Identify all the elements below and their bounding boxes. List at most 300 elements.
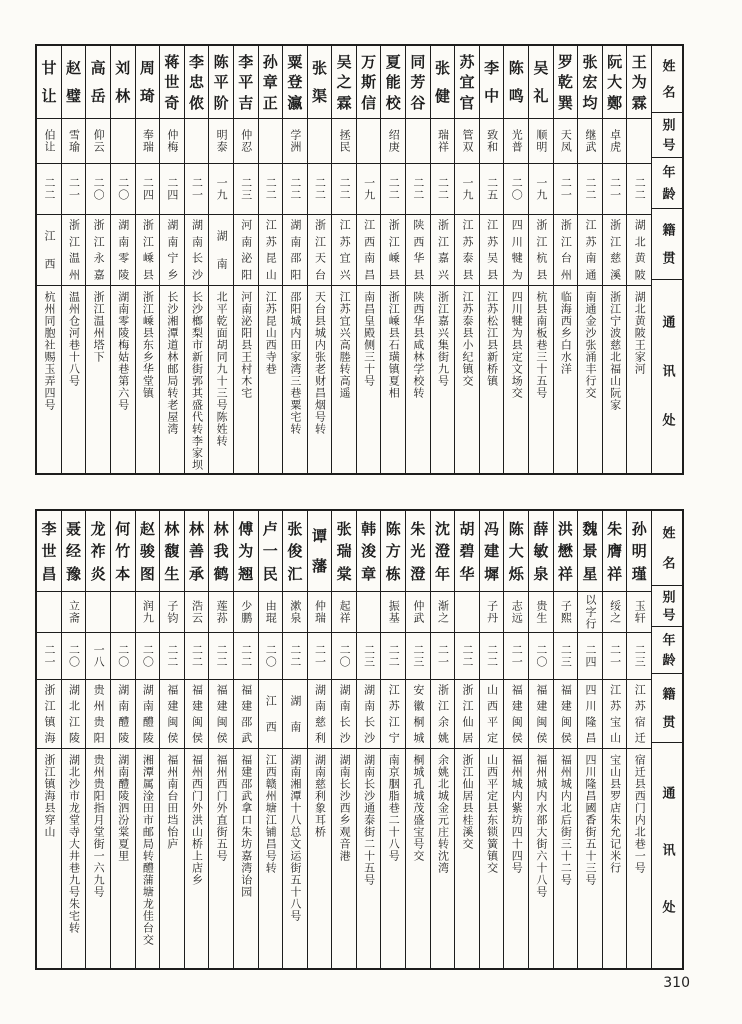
entry-alias	[455, 592, 479, 633]
entry-name: 阮 大 鄭	[603, 46, 627, 119]
entry-native: 湖 北 黄 陂	[627, 215, 651, 286]
entry-column	[331, 511, 356, 968]
entry-native: 浙 江 嵊 县	[136, 215, 160, 286]
header-native: 籍 贯	[652, 674, 682, 743]
entry-address: 湖南零陵梅姑巷第六号	[116, 291, 130, 411]
entry-name: 李 平 吉	[234, 46, 258, 119]
entry-native: 福 建 闽 侯	[185, 680, 209, 749]
entry-column	[380, 46, 405, 473]
entry-alias: 继武	[578, 119, 602, 164]
entry-native: 浙 江 台 州	[554, 215, 578, 286]
entry-native: 湖 南	[283, 680, 307, 749]
entry-address: 江苏昆山西寺巷	[264, 291, 278, 375]
entry-column	[528, 46, 553, 473]
entry-alias: 仲武	[406, 592, 430, 633]
entry-column	[37, 511, 61, 968]
entry-native: 福 建 邵 武	[234, 680, 258, 749]
entry-native: 浙 江 余 姚	[431, 680, 455, 749]
entry-native: 四 川 隆 昌	[578, 680, 602, 749]
entry-alias	[357, 592, 381, 633]
entry-name: 苏 宜 官	[455, 46, 479, 119]
entry-alias: 绥之	[603, 592, 627, 633]
entry-name: 夏 能 校	[381, 46, 405, 119]
entry-native: 河 南 泌 阳	[234, 215, 258, 286]
entry-column	[380, 511, 405, 968]
entry-alias: 仲梅	[160, 119, 184, 164]
entry-column	[233, 511, 258, 968]
entry-column	[282, 511, 307, 968]
entry-age: 二四	[578, 633, 602, 680]
entry-column	[479, 511, 504, 968]
entry-column	[553, 46, 578, 473]
entry-native: 四 川 犍 为	[504, 215, 528, 286]
entry-column	[503, 46, 528, 473]
entry-alias: 润九	[136, 592, 160, 633]
header-column	[651, 46, 682, 473]
entry-column	[258, 46, 283, 473]
header-address: 通 讯 处	[659, 315, 675, 427]
entry-column	[85, 46, 110, 473]
entry-age: 二〇	[62, 633, 86, 680]
entry-column	[233, 46, 258, 473]
entry-alias: 立斋	[62, 592, 86, 633]
entry-age: 二五	[480, 164, 504, 215]
entry-age: 二四	[136, 164, 160, 215]
entry-age: 二一	[554, 164, 578, 215]
entry-name: 陈 大 烁	[504, 511, 528, 592]
entry-native: 湖 北 江 陵	[62, 680, 86, 749]
entry-name: 谭 藩	[308, 511, 332, 592]
entry-name: 粟 登 瀛	[283, 46, 307, 119]
entry-age: 二一	[431, 633, 455, 680]
entry-column	[159, 46, 184, 473]
entry-name: 蒋 世 奇	[160, 46, 184, 119]
entry-address: 河南泌阳县王村木宅	[239, 291, 253, 399]
entry-alias: 志远	[504, 592, 528, 633]
entry-alias: 顺明	[529, 119, 553, 164]
entry-age: 二〇	[504, 164, 528, 215]
entry-native: 湖 南 长 沙	[332, 680, 356, 749]
entry-age: 二二	[37, 164, 61, 215]
entry-alias	[308, 119, 332, 164]
entry-age: 二二	[209, 633, 233, 680]
entry-age: 二一	[603, 164, 627, 215]
entry-column	[184, 46, 209, 473]
entry-native: 湖 南 邵 阳	[283, 215, 307, 286]
entry-column	[61, 46, 86, 473]
entry-address: 余姚北城金元庄转沈湾	[436, 754, 450, 874]
entry-native: 湖 南 醴 陵	[111, 680, 135, 749]
entry-name: 吴 礼	[529, 46, 553, 119]
entry-address: 福州西门外洪山桥上店乡	[190, 754, 204, 886]
entry-column	[602, 511, 627, 968]
entry-age: 二二	[283, 633, 307, 680]
entry-age: 二二	[259, 164, 283, 215]
entry-column	[454, 511, 479, 968]
entry-address: 宝山县罗店朱允记米行	[608, 754, 622, 874]
header-name: 姓 名	[652, 46, 682, 113]
entry-age: 二二	[480, 633, 504, 680]
entry-column	[602, 46, 627, 473]
entry-age: 二二	[381, 633, 405, 680]
entry-address: 天台县城内张老财昌烟号转	[313, 291, 327, 435]
entry-address: 福建邵武拿口朱坊嘉湾诒园	[239, 754, 253, 898]
entry-alias: 以字行	[578, 592, 602, 633]
entry-name: 孙 明 瑾	[627, 511, 651, 592]
entry-name: 王 为 霖	[627, 46, 651, 119]
entry-alias: 拯民	[332, 119, 356, 164]
entry-address: 贵州贵阳指月堂街一六九号	[92, 754, 106, 898]
entry-name: 林 我 鹤	[209, 511, 233, 592]
entry-column	[430, 46, 455, 473]
entry-column	[577, 511, 602, 968]
entry-native: 浙 江 温 州	[62, 215, 86, 286]
entry-name: 韩 浚 章	[357, 511, 381, 592]
entry-native: 江 苏 宿 迁	[627, 680, 651, 749]
entry-alias: 子丹	[480, 592, 504, 633]
entry-name: 周 琦	[136, 46, 160, 119]
entry-alias: 仰云	[86, 119, 110, 164]
header-alias: 别 号	[652, 113, 682, 158]
entry-column	[110, 46, 135, 473]
entry-address: 福州南台田垱怡庐	[165, 754, 179, 850]
entry-column	[356, 511, 381, 968]
entry-native: 安 徽 桐 城	[406, 680, 430, 749]
entry-address: 浙江嘉兴集街九号	[436, 291, 450, 387]
header-native: 籍 贯	[652, 209, 682, 280]
entry-age: 二一	[504, 633, 528, 680]
entry-alias	[86, 592, 110, 633]
entry-address: 湖北黄陂王家河	[633, 291, 647, 375]
entry-native: 江 西	[37, 215, 61, 286]
entry-name: 吴 之 霖	[332, 46, 356, 119]
entry-name: 洪 懋 祥	[554, 511, 578, 592]
entry-address: 桐城孔城茂盛宝号交	[411, 754, 425, 862]
entry-address: 南京胭脂巷二十八号	[387, 754, 401, 862]
entry-column	[503, 511, 528, 968]
entry-name: 陈 平 阶	[209, 46, 233, 119]
entry-name: 张 渠	[308, 46, 332, 119]
entry-age: 一九	[529, 164, 553, 215]
entry-name: 陈 鸣	[504, 46, 528, 119]
entry-column	[553, 511, 578, 968]
entry-native: 福 建 闽 侯	[504, 680, 528, 749]
entry-name: 孙 章 正	[259, 46, 283, 119]
entry-name: 傅 为 翘	[234, 511, 258, 592]
entry-native: 江 苏 昆 山	[259, 215, 283, 286]
entry-alias: 起祥	[332, 592, 356, 633]
entry-alias	[185, 119, 209, 164]
entry-age: 二三	[357, 633, 381, 680]
entry-age: 二〇	[111, 164, 135, 215]
entry-age: 二〇	[86, 164, 110, 215]
header-name: 姓 名	[652, 511, 682, 586]
entry-name: 何 竹 本	[111, 511, 135, 592]
entry-native: 湖 南 宁 乡	[160, 215, 184, 286]
entry-address: 浙江温州塔下	[92, 291, 106, 363]
entry-address: 江苏宜兴高塍转高遥	[338, 291, 352, 399]
entry-column	[208, 511, 233, 968]
header-age: 年 龄	[652, 158, 682, 209]
entry-native: 浙 江 天 台	[308, 215, 332, 286]
entry-native: 山 西 平 定	[480, 680, 504, 749]
entry-native: 浙 江 杭 县	[529, 215, 553, 286]
entry-age: 二三	[554, 633, 578, 680]
entry-name: 薛 敏 泉	[529, 511, 553, 592]
entry-name: 刘 林	[111, 46, 135, 119]
entry-alias: 管双	[455, 119, 479, 164]
entry-name: 李 世 昌	[37, 511, 61, 592]
entry-address: 杭县南板巷三十五号	[534, 291, 548, 399]
entry-alias: 莲荪	[209, 592, 233, 633]
entry-alias: 漱泉	[283, 592, 307, 633]
entry-age: 二〇	[259, 633, 283, 680]
entry-alias: 子熙	[554, 592, 578, 633]
entry-alias: 子钧	[160, 592, 184, 633]
entry-address: 临海西乡白水洋	[559, 291, 573, 375]
entry-alias	[406, 119, 430, 164]
entry-name: 赵 骏 图	[136, 511, 160, 592]
register-table-top	[35, 44, 684, 475]
entry-column	[626, 46, 651, 473]
entry-age: 二二	[627, 164, 651, 215]
entry-age: 一八	[86, 633, 110, 680]
entry-age: 二二	[406, 164, 430, 215]
entry-name: 陈 方 栋	[381, 511, 405, 592]
entry-age: 二一	[37, 633, 61, 680]
entry-column	[405, 511, 430, 968]
entry-name: 沈 澄 年	[431, 511, 455, 592]
entry-name: 卢 一 民	[259, 511, 283, 592]
entry-column	[110, 511, 135, 968]
entry-column	[430, 511, 455, 968]
entry-age: 二一	[603, 633, 627, 680]
entry-native: 浙 江 永 嘉	[86, 215, 110, 286]
entry-alias: 少鹏	[234, 592, 258, 633]
entry-address: 陕西华县咸林学校转	[411, 291, 425, 399]
entry-address: 湖南湘潭十八总文运街五十八号	[288, 754, 302, 922]
entry-address: 湖南醴陵泗汾棠夏里	[116, 754, 130, 862]
entry-address: 湖南长沙西乡观音港	[338, 754, 352, 862]
entry-address: 邵阳城内田家湾三巷粟宅转	[288, 291, 302, 435]
entry-native: 福 建 闽 侯	[209, 680, 233, 749]
entry-name: 罗 乾 巽	[554, 46, 578, 119]
entry-native: 江 苏 南 通	[578, 215, 602, 286]
entry-native: 江 苏 吴 县	[480, 215, 504, 286]
entry-age: 二四	[160, 164, 184, 215]
entry-column	[577, 46, 602, 473]
entry-native: 江 苏 泰 县	[455, 215, 479, 286]
entry-name: 冯 建 墀	[480, 511, 504, 592]
entry-column	[282, 46, 307, 473]
entry-age: 一九	[357, 164, 381, 215]
entry-native: 江 西	[259, 680, 283, 749]
entry-native: 湖 南 慈 利	[308, 680, 332, 749]
entry-address: 浙江镇海县穿山	[42, 754, 56, 838]
entry-address: 宿迁县西门内北巷一号	[633, 754, 647, 874]
entry-column	[184, 511, 209, 968]
entry-alias	[37, 592, 61, 633]
entry-column	[356, 46, 381, 473]
entry-column	[479, 46, 504, 473]
entry-age: 二〇	[111, 633, 135, 680]
entry-name: 朱 光 澄	[406, 511, 430, 592]
entry-native: 江 西 南 昌	[357, 215, 381, 286]
entry-name: 张 俊 汇	[283, 511, 307, 592]
entry-native: 湖 南	[209, 215, 233, 286]
entry-name: 同 芳 谷	[406, 46, 430, 119]
entry-address: 长沙湘潭道林邮局转老屋湾	[165, 291, 179, 435]
entry-age: 二一	[62, 164, 86, 215]
entry-address: 北平乾面胡同九十三号陈姓转	[215, 291, 229, 447]
entry-address: 温州仓河巷十八号	[67, 291, 81, 387]
entry-address: 浙江嵊县东乡华堂镇	[141, 291, 155, 399]
entry-address: 福州西门外直街五号	[215, 754, 229, 862]
entry-address: 湖南长沙通泰街二十五号	[362, 754, 376, 886]
entry-address: 江西赣州塘江铺昌号转	[264, 754, 278, 874]
entry-address: 福州城内水部大街六十八号	[534, 754, 548, 898]
entry-alias: 浩云	[185, 592, 209, 633]
entry-address: 江苏松江县新桥镇	[485, 291, 499, 387]
entry-native: 湖 南 长 沙	[357, 680, 381, 749]
entry-column	[258, 511, 283, 968]
page-number: 310	[663, 975, 690, 991]
entry-name: 龙 祚 炎	[86, 511, 110, 592]
entry-name: 张 宏 均	[578, 46, 602, 119]
entry-alias	[627, 119, 651, 164]
entry-address: 杭州同胞社赐玉弄四号	[42, 291, 56, 411]
entry-native: 湖 南 醴 陵	[136, 680, 160, 749]
entry-name: 魏 景 星	[578, 511, 602, 592]
entry-column	[454, 46, 479, 473]
entry-age: 二三	[234, 164, 258, 215]
entry-alias: 玉轩	[627, 592, 651, 633]
entry-address: 浙江嵊县石璜镇夏相	[387, 291, 401, 399]
entry-native: 浙 江 镇 海	[37, 680, 61, 749]
entry-column	[307, 46, 332, 473]
entry-name: 李 中	[480, 46, 504, 119]
entry-column	[61, 511, 86, 968]
entry-alias: 由琨	[259, 592, 283, 633]
entry-address: 山西平定县东锁簧镇交	[485, 754, 499, 874]
entry-age: 二二	[308, 164, 332, 215]
entry-age: 一九	[209, 164, 233, 215]
entry-name: 高 岳	[86, 46, 110, 119]
entry-address: 长沙榔梨市新街郭其盛代转李家坝	[190, 291, 204, 471]
entry-native: 浙 江 仙 居	[455, 680, 479, 749]
entry-age: 二一	[185, 164, 209, 215]
entry-age: 二三	[627, 633, 651, 680]
entry-column	[135, 511, 160, 968]
entry-name: 聂 经 豫	[62, 511, 86, 592]
header-age: 年 龄	[652, 627, 682, 674]
entry-column	[208, 46, 233, 473]
entry-address: 湘潭属淦田市邮局转醴蒲塘龙佳台交	[141, 754, 155, 946]
entry-address: 浙江宁波慈北福山阮家	[608, 291, 622, 411]
entry-address: 浙江仙居县桂溪交	[461, 754, 475, 850]
entry-address: 江苏泰县小纪镇交	[461, 291, 475, 387]
entry-alias: 学洲	[283, 119, 307, 164]
entry-column	[405, 46, 430, 473]
entry-age: 二二	[381, 164, 405, 215]
entry-name: 赵 璧	[62, 46, 86, 119]
entry-address: 南通金沙张涌丰行交	[584, 291, 598, 399]
entry-alias	[111, 592, 135, 633]
entry-age: 二二	[234, 633, 258, 680]
entry-address: 四川犍为县定文场交	[510, 291, 524, 399]
entry-native: 浙 江 嵊 县	[381, 215, 405, 286]
entry-alias: 仲瑞	[308, 592, 332, 633]
entry-column	[626, 511, 651, 968]
entry-address: 湖南慈利象耳桥	[313, 754, 327, 838]
entry-alias: 奉瑞	[136, 119, 160, 164]
register-table-bottom	[35, 509, 684, 970]
entry-alias: 明泰	[209, 119, 233, 164]
entry-alias: 天凤	[554, 119, 578, 164]
entry-address: 福州城内北后街三十二号	[559, 754, 573, 886]
entry-alias: 致和	[480, 119, 504, 164]
entry-native: 福 建 闽 侯	[529, 680, 553, 749]
entry-name: 朱 膺 祥	[603, 511, 627, 592]
entry-address: 四川隆昌國香街五十三号	[584, 754, 598, 886]
entry-age: 二三	[406, 633, 430, 680]
entry-name: 林 善 承	[185, 511, 209, 592]
entry-alias: 伯让	[37, 119, 61, 164]
entry-age: 二〇	[332, 633, 356, 680]
entry-column	[159, 511, 184, 968]
entry-alias: 贵生	[529, 592, 553, 633]
entry-native: 陕 西 华 县	[406, 215, 430, 286]
entry-column	[135, 46, 160, 473]
entry-column	[85, 511, 110, 968]
entry-age: 二〇	[136, 633, 160, 680]
entry-age: 二二	[578, 164, 602, 215]
entry-column	[37, 46, 61, 473]
entry-name: 万 斯 信	[357, 46, 381, 119]
entry-native: 浙 江 慈 溪	[603, 215, 627, 286]
entry-alias: 卓虎	[603, 119, 627, 164]
entry-alias: 绍庚	[381, 119, 405, 164]
entry-alias: 光普	[504, 119, 528, 164]
entry-alias: 雪瑜	[62, 119, 86, 164]
entry-alias	[111, 119, 135, 164]
entry-alias: 振基	[381, 592, 405, 633]
entry-name: 李 忠 侬	[185, 46, 209, 119]
entry-alias: 渐之	[431, 592, 455, 633]
entry-age: 二二	[332, 164, 356, 215]
entry-age: 二二	[185, 633, 209, 680]
entry-column	[331, 46, 356, 473]
entry-age: 二二	[283, 164, 307, 215]
entry-column	[307, 511, 332, 968]
entry-age: 二二	[431, 164, 455, 215]
entry-name: 张 健	[431, 46, 455, 119]
entry-native: 江 苏 宜 兴	[332, 215, 356, 286]
header-alias: 别 号	[652, 586, 682, 627]
entry-age: 一九	[455, 164, 479, 215]
entry-name: 张 瑞 棠	[332, 511, 356, 592]
entry-native: 江 苏 江 宁	[381, 680, 405, 749]
entry-native: 福 建 闽 侯	[554, 680, 578, 749]
entry-age: 二二	[455, 633, 479, 680]
header-address: 通 讯 处	[659, 786, 675, 914]
entry-native: 贵 州 贵 阳	[86, 680, 110, 749]
entry-native: 江 苏 宝 山	[603, 680, 627, 749]
entry-name: 林 馥 生	[160, 511, 184, 592]
entry-name: 甘 让	[37, 46, 61, 119]
entry-column	[528, 511, 553, 968]
entry-age: 二一	[308, 633, 332, 680]
